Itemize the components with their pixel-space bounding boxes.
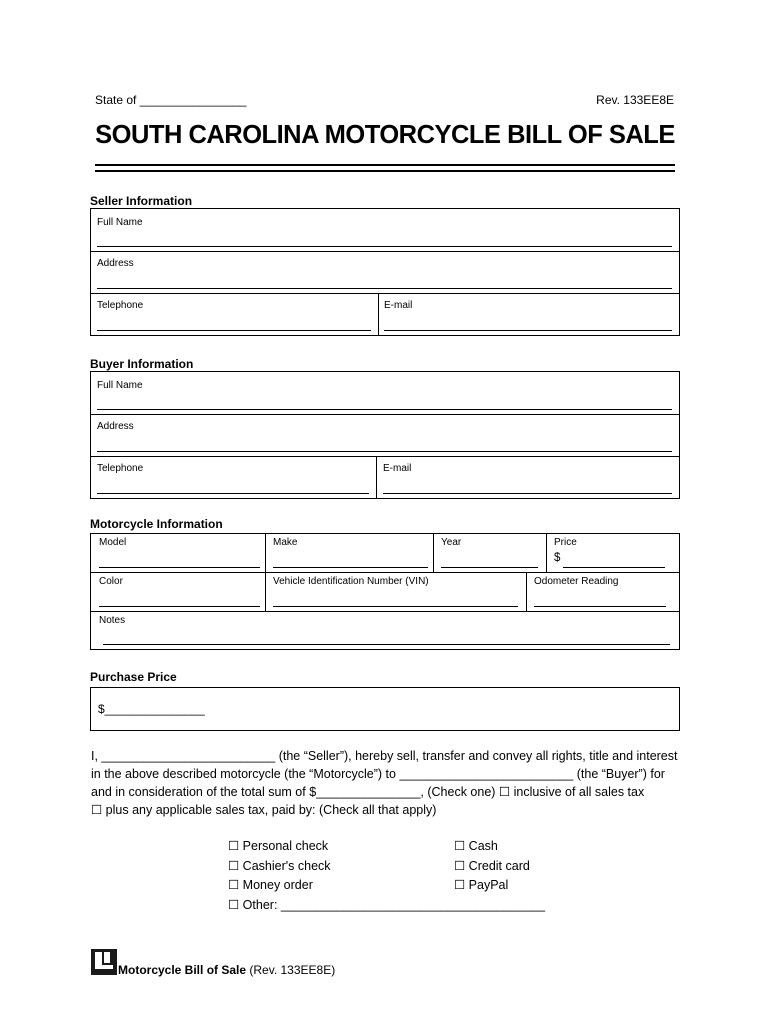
- paypal-option[interactable]: ☐ PayPal: [454, 878, 509, 892]
- seller-telephone-label: Telephone: [97, 300, 144, 311]
- sale-statement: [91, 747, 677, 819]
- statement-line-3[interactable]: and in consideration of the total sum of $_______________, (Check one) ☐ inclusive of all sales tax: [91, 785, 645, 799]
- notes-field[interactable]: [103, 644, 670, 645]
- seller-telephone-field[interactable]: [97, 330, 371, 331]
- buyer-email-label: E-mail: [383, 463, 412, 474]
- cash-option[interactable]: ☐ Cash: [454, 839, 498, 853]
- personal-check-option[interactable]: ☐ Personal check: [228, 839, 329, 853]
- title-rule-bottom: [95, 170, 675, 172]
- credit-card-option[interactable]: ☐ Credit card: [454, 859, 530, 873]
- statement-line-2: in the above described motorcycle (the “Motorcycle”) to _________________________ (the “Buyer”) for: [91, 767, 665, 781]
- seller-address-label: Address: [97, 258, 134, 269]
- color-field[interactable]: [99, 606, 260, 607]
- other-option[interactable]: ☐ Other: ______________________________________: [228, 898, 546, 912]
- revision-number: Rev. 133EE8E: [596, 93, 674, 107]
- vin-field[interactable]: [273, 606, 518, 607]
- buyer-telephone-label: Telephone: [97, 463, 144, 474]
- price-label: Price: [554, 537, 577, 548]
- statement-line-1: I, _________________________ (the “Seller”), hereby sell, transfer and convey all rights, title and interest: [91, 749, 678, 763]
- state-field[interactable]: State of ________________: [95, 93, 247, 107]
- price-prefix: $: [554, 552, 561, 564]
- year-label: Year: [441, 537, 462, 548]
- seller-email-field[interactable]: [384, 330, 672, 331]
- footer-text: [118, 963, 335, 977]
- cashiers-check-option[interactable]: ☐ Cashier's check: [228, 859, 331, 873]
- seller-heading: Seller Information: [90, 194, 193, 208]
- title-rule-top: [95, 164, 675, 166]
- buyer-address-label: Address: [97, 421, 134, 432]
- buyer-box: [90, 371, 680, 499]
- model-field[interactable]: [99, 567, 260, 568]
- odometer-field[interactable]: [534, 606, 666, 607]
- buyer-address-field[interactable]: [97, 451, 672, 452]
- buyer-telephone-field[interactable]: [97, 493, 369, 494]
- seller-box: [90, 208, 680, 336]
- brand-logo-icon: [91, 949, 117, 975]
- price-field[interactable]: [563, 567, 665, 568]
- statement-line-4[interactable]: ☐ plus any applicable sales tax, paid by: (Check all that apply): [91, 803, 437, 817]
- model-label: Model: [99, 537, 127, 548]
- purchase-heading: Purchase Price: [90, 670, 177, 684]
- odometer-label: Odometer Reading: [534, 576, 619, 587]
- seller-address-field[interactable]: [97, 288, 672, 289]
- purchase-amount-field[interactable]: $_______________: [98, 702, 205, 716]
- vin-label: Vehicle Identification Number (VIN): [273, 576, 429, 587]
- seller-full-name-field[interactable]: [97, 246, 672, 247]
- year-field[interactable]: [441, 567, 538, 568]
- notes-label: Notes: [99, 615, 126, 626]
- footer-doc-name: Motorcycle Bill of Sale: [118, 963, 247, 977]
- buyer-full-name-field[interactable]: [97, 409, 672, 410]
- footer-rev: (Rev. 133EE8E): [246, 963, 336, 977]
- purchase-box: [90, 687, 680, 731]
- color-label: Color: [99, 576, 123, 587]
- buyer-full-name-label: Full Name: [97, 380, 143, 391]
- seller-full-name-label: Full Name: [97, 217, 143, 228]
- make-field[interactable]: [273, 567, 428, 568]
- page-title: SOUTH CAROLINA MOTORCYCLE BILL OF SALE: [95, 121, 675, 149]
- buyer-heading: Buyer Information: [90, 357, 194, 371]
- money-order-option[interactable]: ☐ Money order: [228, 878, 313, 892]
- seller-email-label: E-mail: [384, 300, 413, 311]
- motorcycle-heading: Motorcycle Information: [90, 517, 223, 531]
- make-label: Make: [273, 537, 298, 548]
- motorcycle-box: [90, 533, 680, 650]
- buyer-email-field[interactable]: [383, 493, 672, 494]
